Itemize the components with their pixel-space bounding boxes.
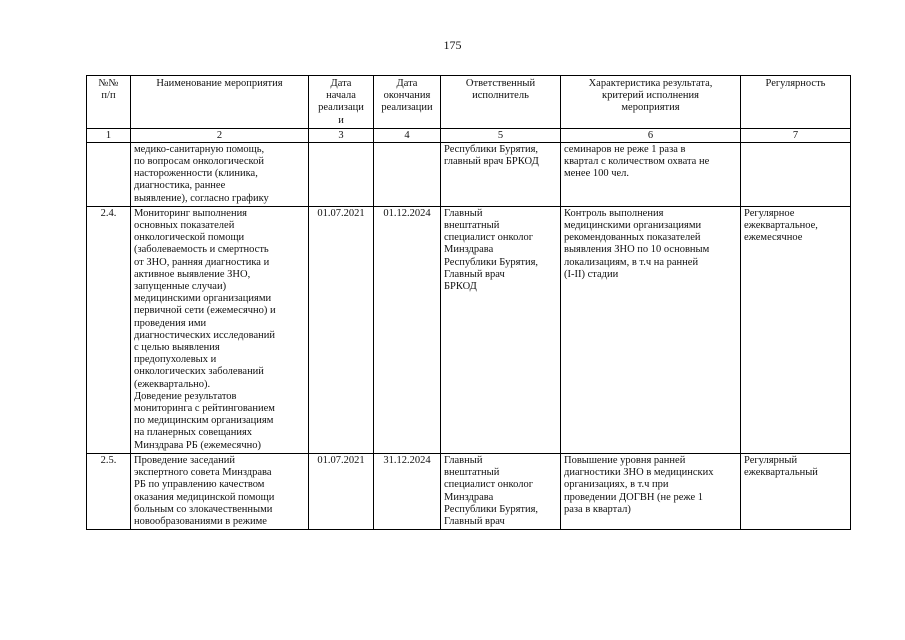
row-number xyxy=(87,142,131,206)
header-regularity: Регулярность xyxy=(741,76,851,129)
start-date xyxy=(309,142,374,206)
regularity: Регулярное ежеквартальное, ежемесячное xyxy=(741,206,851,453)
start-date: 01.07.2021 xyxy=(309,206,374,453)
page-number: 175 xyxy=(443,38,462,52)
activity-name: Мониторинг выполнения основных показателей онкологической помощи (заболеваемость и смертность от ЗНО, ранняя диагностика и активное выявление ЗНО, запущенные случаи) медицинскими организациями первичной сети (ежемесячно) и проведения ими диагностических исследований с целью выявления предопухолевых и онкологических заболеваний (ежеквартально). Доведение результатов мониторинга с рейтингованием по медицинским организациям на планерных совещаниях Минздрава РБ (ежемесячно) xyxy=(131,206,309,453)
table-header-row xyxy=(87,76,851,129)
result-criteria: Контроль выполнения медицинскими организациями рекомендованных показателей выявления ЗНО по 10 основным локализациям, в т.ч на ранней (I-II) стадии xyxy=(561,206,741,453)
activities-table xyxy=(86,75,851,530)
header-activity-name: Наименование мероприятия xyxy=(131,76,309,129)
end-date: 01.12.2024 xyxy=(374,206,441,453)
result-criteria: семинаров не реже 1 раза в квартал с количеством охвата не менее 100 чел. xyxy=(561,142,741,206)
header-result: Характеристика результата, критерий исполнения мероприятия xyxy=(561,76,741,129)
responsible-executor: Республики Бурятия, главный врач БРКОД xyxy=(441,142,561,206)
activity-name: Проведение заседаний экспертного совета Минздрава РБ по управлению качеством оказания медицинской помощи больным со злокачественными новообразованиями в режиме xyxy=(131,453,309,529)
column-number: 7 xyxy=(741,128,851,142)
table-row xyxy=(87,453,851,529)
start-date: 01.07.2021 xyxy=(309,453,374,529)
header-start-date: Дата начала реализаци и xyxy=(309,76,374,129)
row-number: 2.4. xyxy=(87,206,131,453)
activity-name: медико-санитарную помощь, по вопросам онкологической настороженности (клиника, диагностика, раннее выявление), согласно графику xyxy=(131,142,309,206)
column-number: 4 xyxy=(374,128,441,142)
row-number: 2.5. xyxy=(87,453,131,529)
end-date: 31.12.2024 xyxy=(374,453,441,529)
column-number: 5 xyxy=(441,128,561,142)
header-responsible: Ответственный исполнитель xyxy=(441,76,561,129)
column-number-row xyxy=(87,128,851,142)
responsible-executor: Главный внештатный специалист онколог Минздрава Республики Бурятия, Главный врач БРКОД xyxy=(441,206,561,453)
result-criteria: Повышение уровня ранней диагностики ЗНО в медицинских организациях, в т.ч при проведении ДОГВН (не реже 1 раза в квартал) xyxy=(561,453,741,529)
table-row xyxy=(87,206,851,453)
column-number: 1 xyxy=(87,128,131,142)
responsible-executor: Главный внештатный специалист онколог Минздрава Республики Бурятия, Главный врач xyxy=(441,453,561,529)
regularity xyxy=(741,142,851,206)
table-row xyxy=(87,142,851,206)
column-number: 6 xyxy=(561,128,741,142)
end-date xyxy=(374,142,441,206)
regularity: Регулярный ежеквартальный xyxy=(741,453,851,529)
column-number: 2 xyxy=(131,128,309,142)
header-number: №№ п/п xyxy=(87,76,131,129)
header-end-date: Дата окончания реализации xyxy=(374,76,441,129)
column-number: 3 xyxy=(309,128,374,142)
